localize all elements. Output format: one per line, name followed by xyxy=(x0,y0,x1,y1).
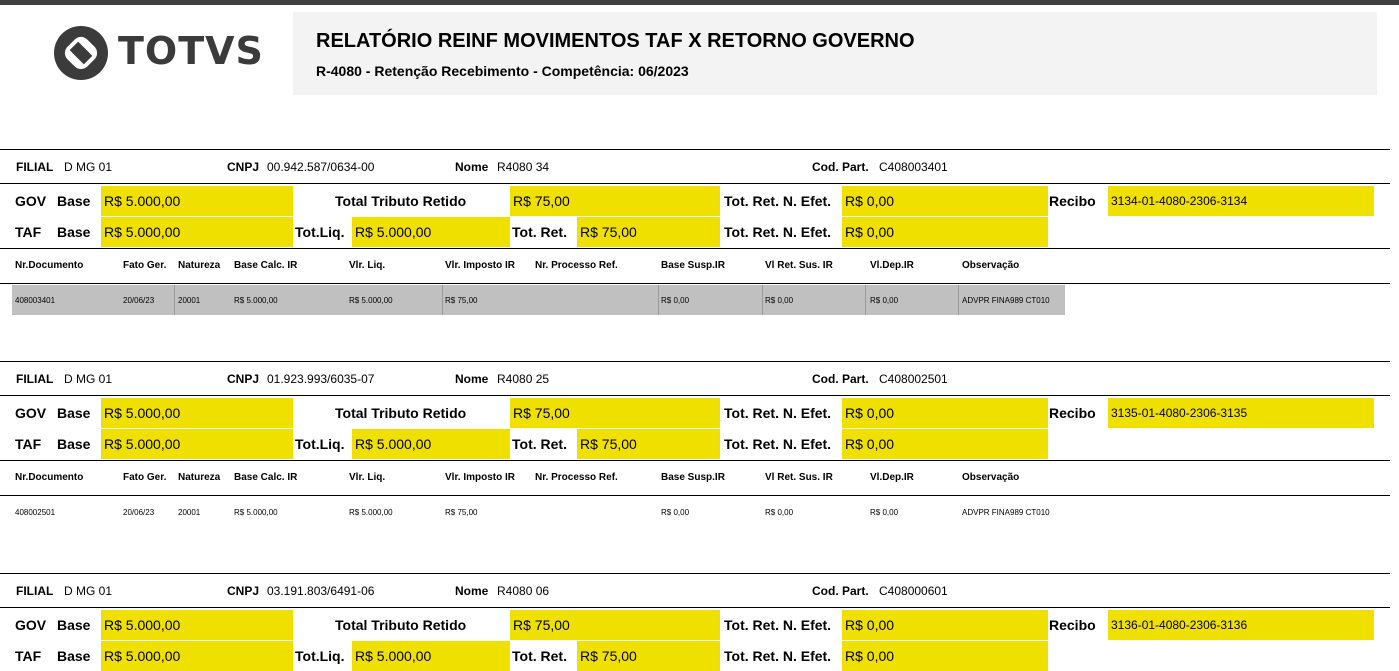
cell-vlr-imposto-ir: R$ 75,00 xyxy=(445,296,478,305)
taf-tot-ret-value: R$ 75,00 xyxy=(580,436,637,452)
taf-tot-ret-n-efet-label: Tot. Ret. N. Efet. xyxy=(724,224,832,240)
gov-total-tributo-value: R$ 75,00 xyxy=(513,617,570,633)
tot-ret-label: Tot. Ret. xyxy=(512,224,567,240)
gov-base-field xyxy=(101,398,293,428)
col-nr-processo-ref: Nr. Processo Ref. xyxy=(535,472,618,483)
divider xyxy=(0,361,1390,362)
taf-tot-ret-field xyxy=(577,217,720,247)
table-row xyxy=(12,285,1065,315)
nome-label: Nome xyxy=(455,584,489,598)
col-base-susp-ir: Base Susp.IR xyxy=(661,472,725,483)
divider xyxy=(0,460,1390,461)
recibo-label: Recibo xyxy=(1049,617,1096,633)
recibo-field xyxy=(1108,186,1374,216)
report-header xyxy=(293,12,1377,95)
cell-observacao: ADVPR FINA989 CT010 xyxy=(962,296,1050,305)
cell-nr-documento: 408002501 xyxy=(15,508,56,517)
taf-base-value: R$ 5.000,00 xyxy=(104,648,181,664)
gov-base-label: Base xyxy=(57,405,91,421)
taf-tot-ret-field xyxy=(577,429,720,459)
filial-value: D MG 01 xyxy=(64,584,113,598)
taf-label: TAF xyxy=(15,648,42,664)
tot-ret-n-efet-label: Tot. Ret. N. Efet. xyxy=(724,193,832,209)
filial-label: FILIAL xyxy=(16,160,54,174)
filial-value: D MG 01 xyxy=(64,372,113,386)
taf-label: TAF xyxy=(15,224,42,240)
taf-tot-liq-value: R$ 5.000,00 xyxy=(355,224,432,240)
total-tributo-label: Total Tributo Retido xyxy=(335,617,467,633)
col-vl-dep-ir: Vl.Dep.IR xyxy=(870,260,914,271)
cell-vl-ret-sus-ir: R$ 0,00 xyxy=(765,296,794,305)
taf-tot-ret-n-efet-value: R$ 0,00 xyxy=(845,648,895,664)
col-nr-documento: Nr.Documento xyxy=(15,260,84,271)
col-nr-documento: Nr.Documento xyxy=(15,472,84,483)
taf-base-field xyxy=(101,217,293,247)
gov-total-tributo-value: R$ 75,00 xyxy=(513,193,570,209)
col-vlr-imposto-ir: Vlr. Imposto IR xyxy=(445,472,516,483)
recibo-value: 3134-01-4080-2306-3134 xyxy=(1111,194,1248,208)
taf-tot-ret-n-efet-label: Tot. Ret. N. Efet. xyxy=(724,648,832,664)
tot-ret-label: Tot. Ret. xyxy=(512,436,567,452)
cod-part-label: Cod. Part. xyxy=(812,584,869,598)
taf-base-label: Base xyxy=(57,224,91,240)
cell-base-calc-ir: R$ 5.000,00 xyxy=(234,508,278,517)
tot-liq-label: Tot.Liq. xyxy=(295,436,345,452)
branch-block xyxy=(0,361,1399,526)
nome-label: Nome xyxy=(455,160,489,174)
taf-tot-ret-value: R$ 75,00 xyxy=(580,224,637,240)
col-vlr-liq: Vlr. Liq. xyxy=(349,472,386,483)
cod-part-value: C408002501 xyxy=(879,372,948,386)
divider xyxy=(0,495,1390,496)
gov-base-value: R$ 5.000,00 xyxy=(104,617,181,633)
recibo-field xyxy=(1108,610,1374,640)
col-fato-ger: Fato Ger. xyxy=(123,260,167,271)
recibo-label: Recibo xyxy=(1049,193,1096,209)
taf-tot-ret-field xyxy=(577,641,720,671)
col-observacao: Observação xyxy=(962,260,1020,271)
gov-label: GOV xyxy=(15,193,47,209)
cell-vl-dep-ir: R$ 0,00 xyxy=(870,508,899,517)
taf-tot-ret-n-efet-field xyxy=(842,217,1048,247)
cell-base-calc-ir: R$ 5.000,00 xyxy=(234,296,278,305)
cell-base-susp-ir: R$ 0,00 xyxy=(661,508,690,517)
cod-part-value: C408000601 xyxy=(879,584,948,598)
divider xyxy=(0,248,1390,249)
filial-label: FILIAL xyxy=(16,584,54,598)
gov-tot-ret-n-efet-field xyxy=(842,610,1048,640)
taf-base-field xyxy=(101,641,293,671)
divider xyxy=(0,283,1390,284)
taf-tot-liq-value: R$ 5.000,00 xyxy=(355,436,432,452)
cell-fato-ger: 20/06/23 xyxy=(123,296,155,305)
divider xyxy=(0,183,1390,184)
col-nr-processo-ref: Nr. Processo Ref. xyxy=(535,260,618,271)
gov-base-label: Base xyxy=(57,617,91,633)
gov-total-tributo-value: R$ 75,00 xyxy=(513,405,570,421)
report-subtitle: R-4080 - Retenção Recebimento - Competência: 06/2023 xyxy=(316,63,689,79)
totvs-logo xyxy=(54,25,264,81)
divider xyxy=(0,395,1390,396)
cnpj-value: 00.942.587/0634-00 xyxy=(267,160,375,174)
recibo-value: 3136-01-4080-2306-3136 xyxy=(1111,618,1248,632)
cnpj-label: CNPJ xyxy=(227,160,260,174)
gov-label: GOV xyxy=(15,617,47,633)
gov-total-tributo-field xyxy=(510,186,720,216)
col-vl-dep-ir: Vl.Dep.IR xyxy=(870,472,914,483)
col-natureza: Natureza xyxy=(178,260,221,271)
logo-text: TOTVS xyxy=(118,29,264,73)
taf-tot-ret-n-efet-value: R$ 0,00 xyxy=(845,224,895,240)
taf-base-label: Base xyxy=(57,436,91,452)
recibo-value: 3135-01-4080-2306-3135 xyxy=(1111,406,1248,420)
filial-value: D MG 01 xyxy=(64,160,113,174)
taf-base-field xyxy=(101,429,293,459)
total-tributo-label: Total Tributo Retido xyxy=(335,193,467,209)
cnpj-value: 01.923.993/6035-07 xyxy=(267,372,375,386)
taf-tot-liq-field xyxy=(352,429,510,459)
col-fato-ger: Fato Ger. xyxy=(123,472,167,483)
cell-natureza: 20001 xyxy=(178,296,201,305)
cell-vlr-liq: R$ 5.000,00 xyxy=(349,508,393,517)
cnpj-value: 03.191.803/6491-06 xyxy=(267,584,375,598)
gov-base-value: R$ 5.000,00 xyxy=(104,193,181,209)
cnpj-label: CNPJ xyxy=(227,584,260,598)
tot-ret-n-efet-label: Tot. Ret. N. Efet. xyxy=(724,405,832,421)
tot-liq-label: Tot.Liq. xyxy=(295,224,345,240)
cod-part-value: C408003401 xyxy=(879,160,948,174)
col-vlr-liq: Vlr. Liq. xyxy=(349,260,386,271)
gov-tot-ret-n-efet-field xyxy=(842,186,1048,216)
taf-label: TAF xyxy=(15,436,42,452)
cell-nr-documento: 408003401 xyxy=(15,296,56,305)
taf-tot-ret-n-efet-field xyxy=(842,429,1048,459)
tot-ret-n-efet-label: Tot. Ret. N. Efet. xyxy=(724,617,832,633)
col-base-susp-ir: Base Susp.IR xyxy=(661,260,725,271)
cell-observacao: ADVPR FINA989 CT010 xyxy=(962,508,1050,517)
taf-base-label: Base xyxy=(57,648,91,664)
col-natureza: Natureza xyxy=(178,472,221,483)
gov-tot-ret-n-efet-field xyxy=(842,398,1048,428)
total-tributo-label: Total Tributo Retido xyxy=(335,405,467,421)
divider xyxy=(0,607,1390,608)
taf-base-value: R$ 5.000,00 xyxy=(104,436,181,452)
branch-block xyxy=(0,149,1399,314)
divider xyxy=(0,149,1390,150)
taf-tot-liq-value: R$ 5.000,00 xyxy=(355,648,432,664)
taf-tot-ret-n-efet-field xyxy=(842,641,1048,671)
totvs-logo-icon xyxy=(54,26,108,80)
cell-natureza: 20001 xyxy=(178,508,201,517)
nome-label: Nome xyxy=(455,372,489,386)
taf-tot-ret-value: R$ 75,00 xyxy=(580,648,637,664)
tot-liq-label: Tot.Liq. xyxy=(295,648,345,664)
cell-fato-ger: 20/06/23 xyxy=(123,508,155,517)
recibo-field xyxy=(1108,398,1374,428)
gov-total-tributo-field xyxy=(510,398,720,428)
gov-base-field xyxy=(101,186,293,216)
col-observacao: Observação xyxy=(962,472,1020,483)
nome-value: R4080 34 xyxy=(497,160,550,174)
filial-label: FILIAL xyxy=(16,372,54,386)
cell-vlr-liq: R$ 5.000,00 xyxy=(349,296,393,305)
gov-tot-ret-n-efet-value: R$ 0,00 xyxy=(845,405,895,421)
cod-part-label: Cod. Part. xyxy=(812,372,869,386)
recibo-label: Recibo xyxy=(1049,405,1096,421)
gov-base-label: Base xyxy=(57,193,91,209)
taf-tot-liq-field xyxy=(352,641,510,671)
taf-tot-liq-field xyxy=(352,217,510,247)
nome-value: R4080 06 xyxy=(497,584,550,598)
col-base-calc-ir: Base Calc. IR xyxy=(234,260,298,271)
col-vlr-imposto-ir: Vlr. Imposto IR xyxy=(445,260,516,271)
top-border xyxy=(0,0,1399,5)
gov-tot-ret-n-efet-value: R$ 0,00 xyxy=(845,617,895,633)
cod-part-label: Cod. Part. xyxy=(812,160,869,174)
taf-base-value: R$ 5.000,00 xyxy=(104,224,181,240)
col-base-calc-ir: Base Calc. IR xyxy=(234,472,298,483)
gov-tot-ret-n-efet-value: R$ 0,00 xyxy=(845,193,895,209)
col-vl-ret-sus-ir: Vl Ret. Sus. IR xyxy=(765,260,833,271)
col-vl-ret-sus-ir: Vl Ret. Sus. IR xyxy=(765,472,833,483)
gov-total-tributo-field xyxy=(510,610,720,640)
cell-vlr-imposto-ir: R$ 75,00 xyxy=(445,508,478,517)
nome-value: R4080 25 xyxy=(497,372,550,386)
gov-base-value: R$ 5.000,00 xyxy=(104,405,181,421)
gov-label: GOV xyxy=(15,405,47,421)
gov-base-field xyxy=(101,610,293,640)
taf-tot-ret-n-efet-label: Tot. Ret. N. Efet. xyxy=(724,436,832,452)
report-title: RELATÓRIO REINF MOVIMENTOS TAF X RETORNO GOVERNO xyxy=(316,30,915,52)
cnpj-label: CNPJ xyxy=(227,372,260,386)
cell-base-susp-ir: R$ 0,00 xyxy=(661,296,690,305)
tot-ret-label: Tot. Ret. xyxy=(512,648,567,664)
cell-vl-dep-ir: R$ 0,00 xyxy=(870,296,899,305)
cell-vl-ret-sus-ir: R$ 0,00 xyxy=(765,508,794,517)
taf-tot-ret-n-efet-value: R$ 0,00 xyxy=(845,436,895,452)
divider xyxy=(0,573,1390,574)
branch-block xyxy=(0,573,1399,671)
